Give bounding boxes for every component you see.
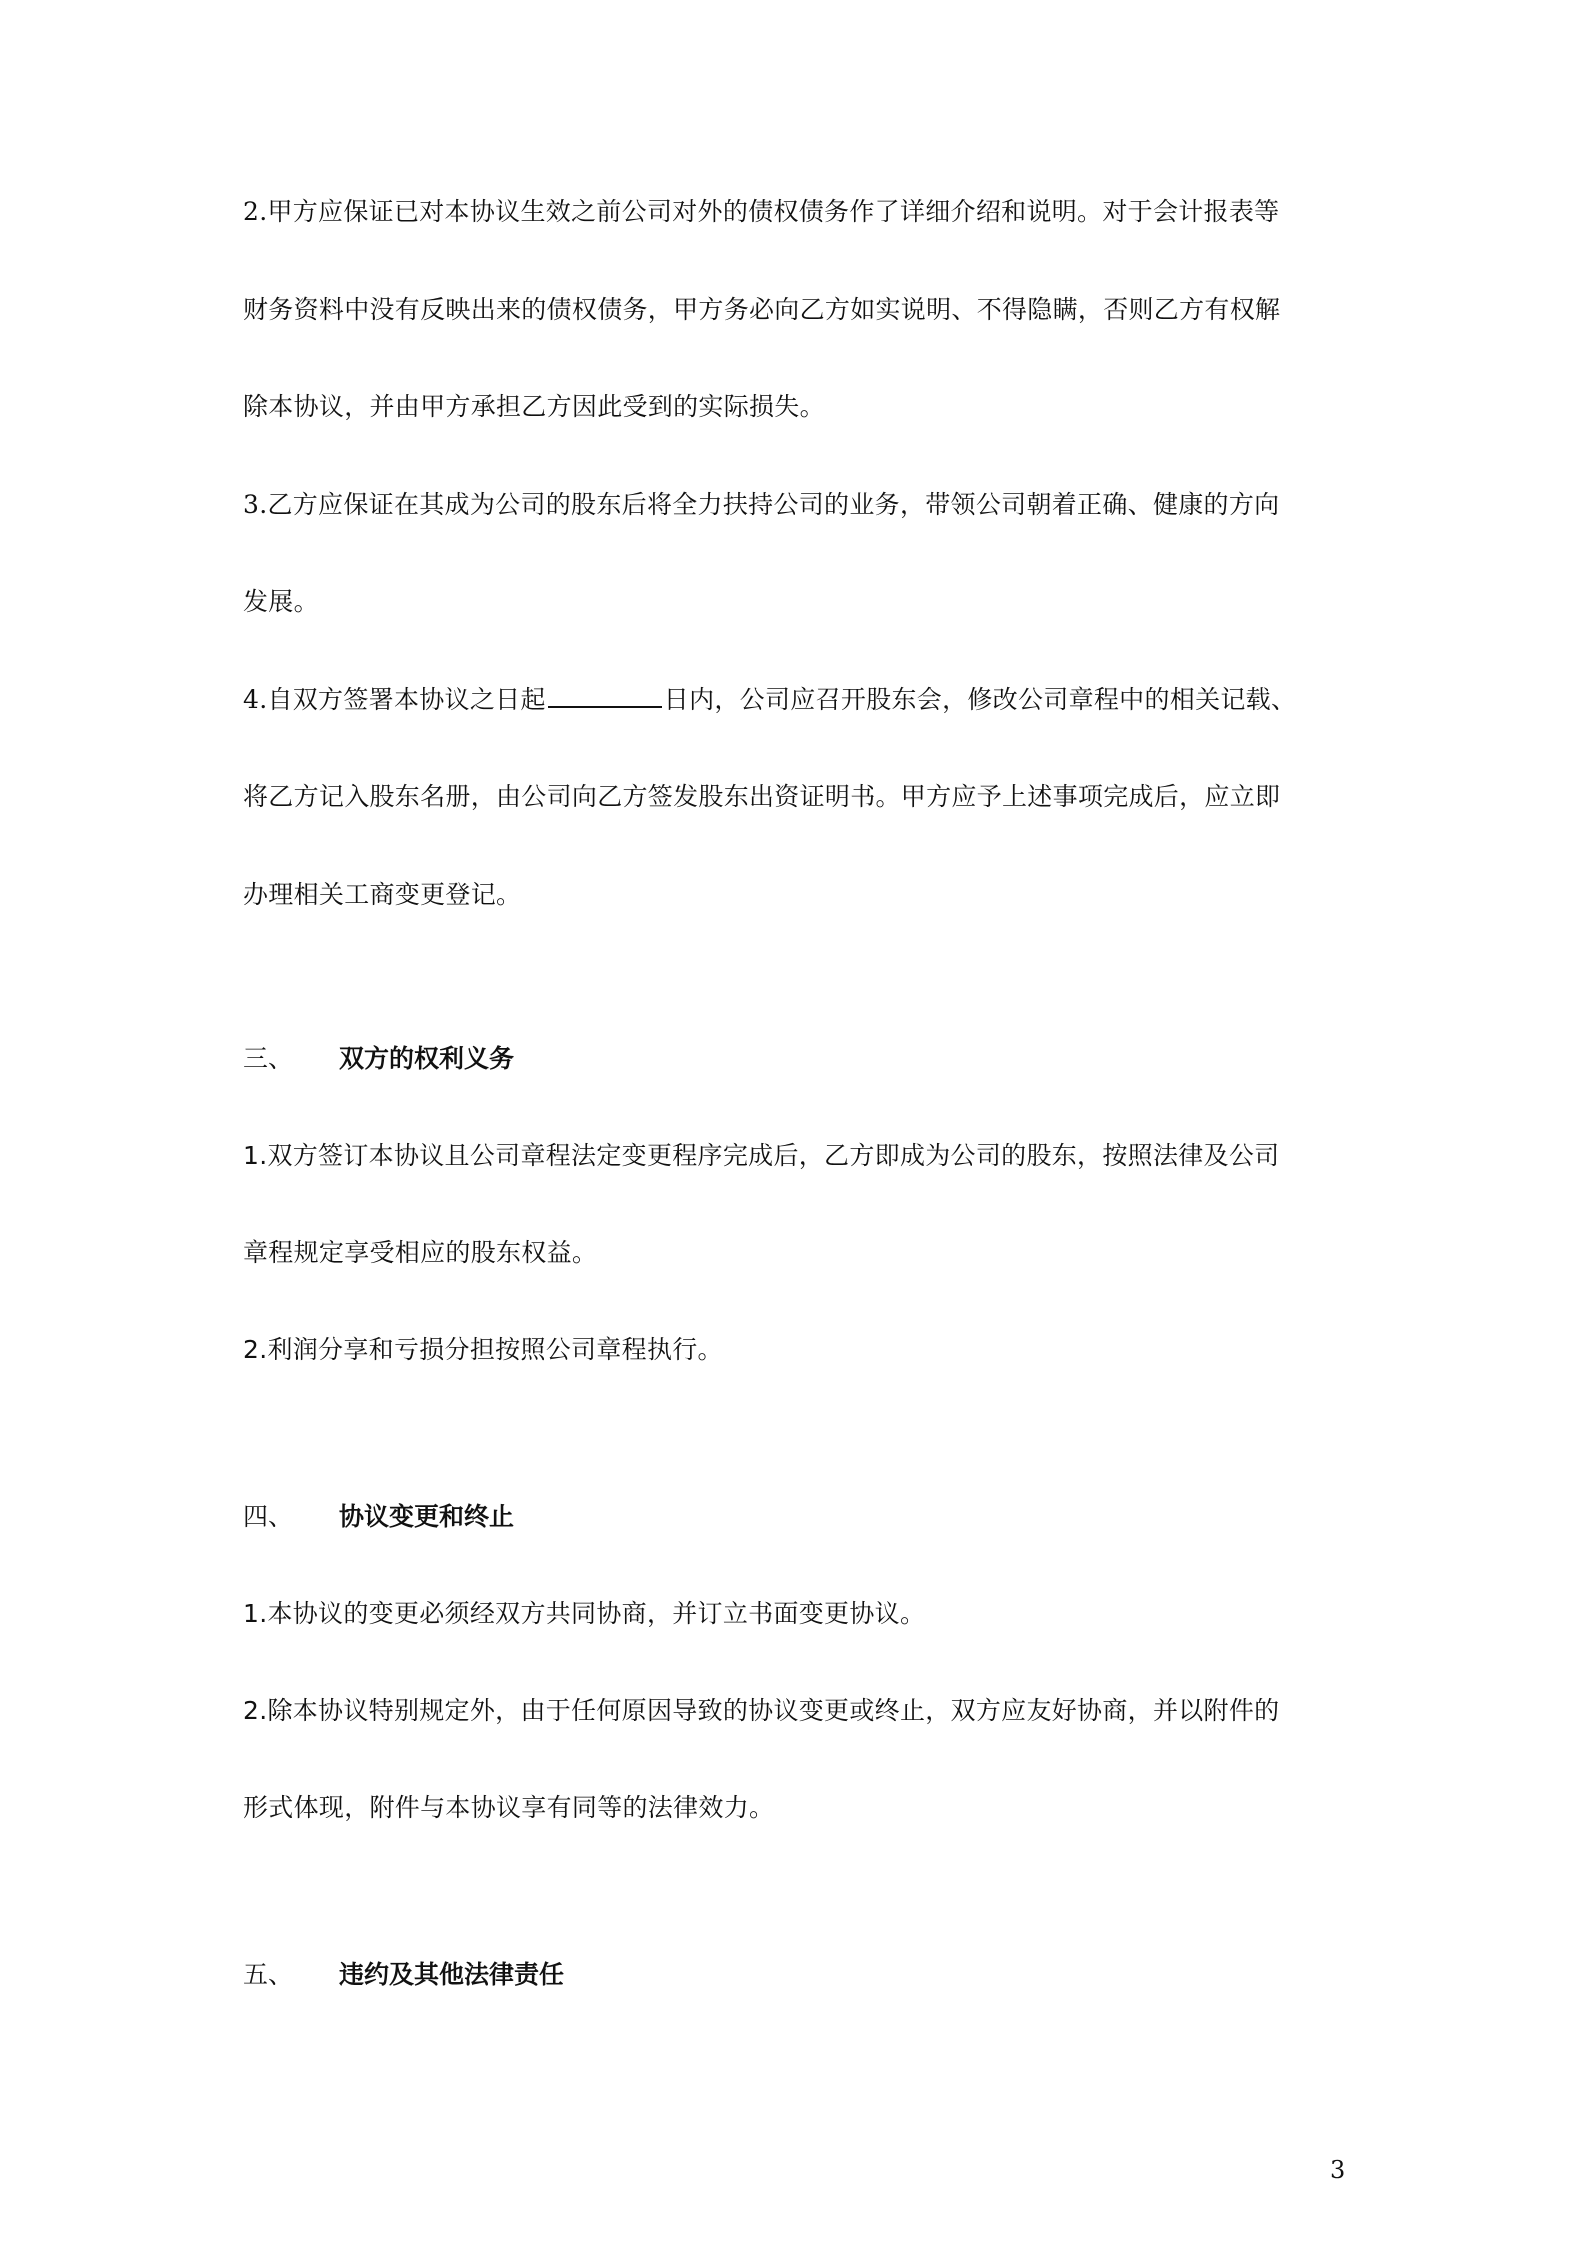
section-4-clause-2-line-1: 2.除本协议特别规定外，由于任何原因导致的协议变更或终止，双方应友好协商，并以附件的 [243,1696,1280,1725]
section-3-clause-2-line-1: 2.利润分享和亏损分担按照公司章程执行。 [243,1335,723,1364]
section-3-clause-1-line-2: 章程规定享受相应的股东权益。 [243,1238,598,1267]
section-3-clause-1-line-1: 1.双方签订本协议且公司章程法定变更程序完成后，乙方即成为公司的股东，按照法律及公司 [243,1141,1280,1170]
clause-4-line-1 [243,680,1353,720]
clause-3-line-2: 发展。 [243,587,319,616]
clause-4-number: 4. [243,685,268,714]
section-4-number: 四、 [243,1502,294,1531]
clause-3-number: 3. [243,490,268,519]
clause-2-line-3: 除本协议，并由甲方承担乙方因此受到的实际损失。 [243,392,825,421]
section-5-title: 违约及其他法律责任 [339,1960,565,1989]
section-4-clause-2-line-2: 形式体现，附件与本协议享有同等的法律效力。 [243,1793,775,1822]
clause-4-line-2: 将乙方记入股东名册，由公司向乙方签发股东出资证明书。甲方应予上述事项完成后，应立即 [243,782,1281,811]
section-4-heading [243,1497,514,1537]
clause-2-line-1 [243,192,1353,232]
days-blank-field [548,680,662,708]
clause-3-line-1 [243,485,1353,525]
section-4-title: 协议变更和终止 [339,1502,515,1531]
clause-4-text-before-blank: 自双方签署本协议之日起 [267,685,546,714]
clause-2-number: 2. [243,197,268,226]
section-5-heading [243,1955,564,1995]
clause-4-text-after-blank: 日内，公司应召开股东会，修改公司章程中的相关记载、 [663,685,1297,714]
clause-2-text-1: 甲方应保证已对本协议生效之前公司对外的债权债务作了详细介绍和说明。对于会计报表等 [267,197,1280,226]
clause-3-text-1: 乙方应保证在其成为公司的股东后将全力扶持公司的业务，带领公司朝着正确、健康的方向 [267,490,1280,519]
section-4-clause-1-line-1: 1.本协议的变更必须经双方共同协商，并订立书面变更协议。 [243,1599,926,1628]
clause-2-line-2: 财务资料中没有反映出来的债权债务，甲方务必向乙方如实说明、不得隐瞒，否则乙方有权解 [243,295,1281,324]
section-3-number: 三、 [243,1044,294,1073]
section-5-number: 五、 [243,1960,294,1989]
clause-4-line-3: 办理相关工商变更登记。 [243,880,522,909]
section-3-title: 双方的权利义务 [339,1044,515,1073]
page-number: 3 [1330,2156,1346,2184]
section-3-heading [243,1039,514,1079]
